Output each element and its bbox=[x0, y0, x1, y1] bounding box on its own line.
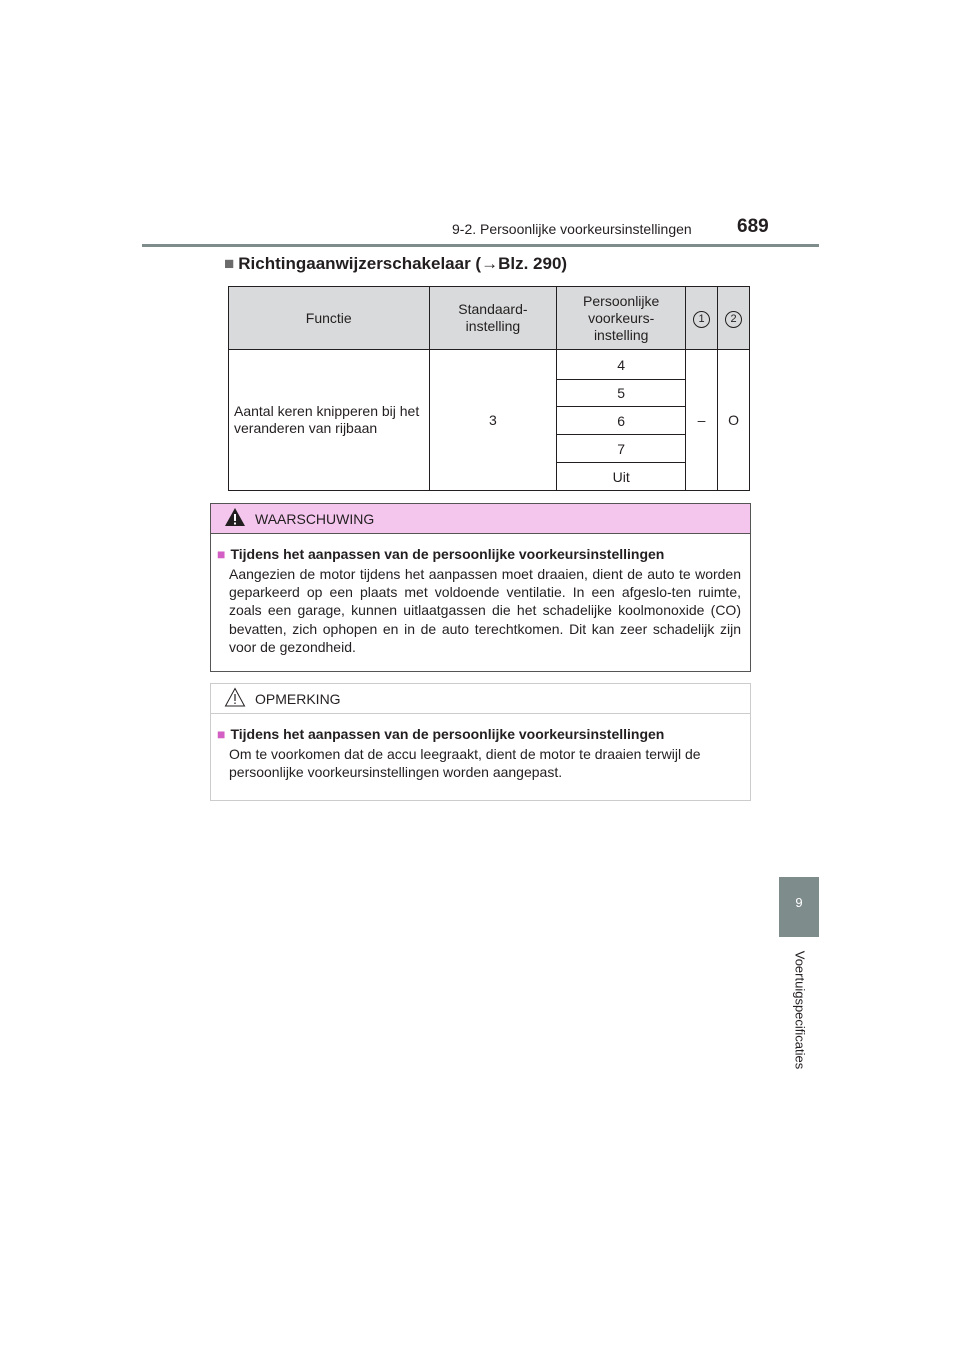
table-row bbox=[229, 350, 750, 380]
section-heading bbox=[224, 254, 567, 274]
column-header-default: Standaard- instelling bbox=[429, 287, 557, 350]
warning-title: WAARSCHUWING bbox=[255, 511, 375, 527]
circled-number-2: 2 bbox=[725, 311, 742, 328]
chapter-number: 9 bbox=[795, 895, 803, 910]
chapter-tab bbox=[779, 877, 819, 937]
note-subheading-text: Tijdens het aanpassen van de persoonlijke voorkeursinstellingen bbox=[230, 726, 665, 742]
option-cell: 4 bbox=[557, 350, 686, 380]
note-title: OPMERKING bbox=[255, 691, 341, 707]
warning-header bbox=[211, 504, 750, 534]
note-box bbox=[210, 683, 751, 801]
warning-subheading-text: Tijdens het aanpassen van de persoonlijke voorkeursinstellingen bbox=[230, 546, 665, 562]
column-header-personal: Persoonlijke voorkeurs- instelling bbox=[557, 287, 686, 350]
col2-mark-cell: O bbox=[718, 350, 750, 491]
column-header-function: Functie bbox=[229, 287, 430, 350]
header-divider bbox=[142, 244, 819, 247]
warning-box bbox=[210, 503, 751, 672]
section-heading-text: Richtingaanwijzerschakelaar (→Blz. 290) bbox=[238, 254, 568, 273]
warning-subheading bbox=[217, 546, 741, 562]
option-cell: 7 bbox=[557, 435, 686, 463]
default-cell: 3 bbox=[429, 350, 557, 491]
col1-mark-cell: – bbox=[686, 350, 718, 491]
chapter-title: Voertuigspecificaties bbox=[792, 950, 808, 1070]
column-header-2 bbox=[718, 287, 750, 350]
square-bullet-icon: ■ bbox=[217, 726, 226, 742]
note-text: Om te voorkomen dat de accu leegraakt, dient de motor te draaien terwijl de persoonlijke voorkeursinstellingen worden aangepast. bbox=[229, 746, 701, 781]
section-title: 9-2. Persoonlijke voorkeursinstellingen bbox=[452, 221, 692, 237]
circled-number-1: 1 bbox=[693, 311, 710, 328]
square-bullet-icon: ■ bbox=[224, 254, 235, 273]
table-header-row bbox=[229, 287, 750, 350]
option-cell: Uit bbox=[557, 463, 686, 491]
warning-text: Aangezien de motor tijdens het aanpassen moet draaien, dient de auto te worden geparkeerd op een plaats met voldoende ventilatie. In een afgeslo-ten ruimte, zoals een garage, kunnen uitlaatgassen die het schadelijke koolmonoxide (CO) bevatten, zich ophopen en in de auto terechtkomen. Dit kan zeer schadelijk zijn voor de gezondheid. bbox=[229, 566, 741, 655]
page-number: 689 bbox=[737, 216, 769, 237]
note-header bbox=[211, 684, 750, 714]
settings-table bbox=[228, 286, 750, 491]
function-cell: Aantal keren knipperen bij het veranderen van rijbaan bbox=[229, 350, 430, 491]
note-subheading bbox=[217, 726, 741, 742]
warning-triangle-icon bbox=[224, 507, 246, 527]
square-bullet-icon: ■ bbox=[217, 546, 226, 562]
option-cell: 6 bbox=[557, 407, 686, 435]
caution-triangle-outline-icon bbox=[224, 687, 246, 707]
option-cell: 5 bbox=[557, 380, 686, 407]
column-header-1 bbox=[686, 287, 718, 350]
